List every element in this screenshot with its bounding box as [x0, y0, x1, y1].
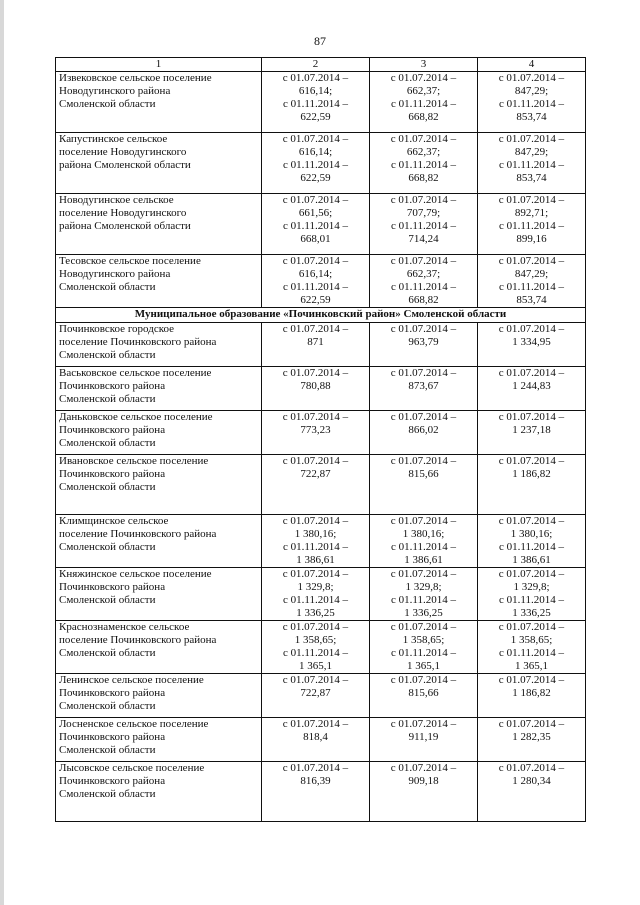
- tariff-line: с 01.11.2014 –: [499, 220, 564, 232]
- settlement-name-line: Починковского района: [59, 687, 166, 699]
- tariff-line: с 01.07.2014 –: [390, 323, 457, 335]
- tariff-line: с 01.07.2014 –: [498, 323, 565, 335]
- tariff-cell-3: [370, 255, 478, 308]
- tariff-line: 847,29;: [514, 146, 549, 158]
- tariff-cell-3: [370, 515, 478, 568]
- tariff-line: с 01.07.2014 –: [390, 621, 457, 633]
- tariff-line: с 01.07.2014 –: [282, 411, 349, 423]
- tariff-line: 616,14;: [298, 146, 333, 158]
- tariff-line: 616,14;: [298, 268, 333, 280]
- tariff-line: 1 329,8;: [297, 581, 334, 593]
- tariff-line: с 01.11.2014 –: [283, 98, 348, 110]
- settlement-name-line: Починковского района: [59, 581, 166, 593]
- settlement-name-cell: [56, 515, 262, 568]
- tariff-cell-2: [262, 568, 370, 621]
- tariff-cell-3: [370, 323, 478, 367]
- tariff-cell-4: [478, 255, 586, 308]
- tariff-line: с 01.11.2014 –: [391, 281, 456, 293]
- tariff-line: с 01.11.2014 –: [283, 647, 348, 659]
- tariff-line: с 01.07.2014 –: [498, 674, 565, 686]
- settlement-name-line: Починковского района: [59, 731, 166, 743]
- settlement-name-line: Смоленской области: [59, 437, 156, 449]
- tariff-cell-2: [262, 674, 370, 718]
- tariff-line: 1 365,1: [299, 660, 332, 672]
- tariff-line: 668,01: [300, 233, 331, 245]
- settlement-name-line: Починковского района: [59, 775, 166, 787]
- section-header-row: [56, 308, 586, 323]
- settlement-name-line: Даньковское сельское поселение: [59, 411, 213, 423]
- tariff-line: с 01.11.2014 –: [499, 541, 564, 553]
- tariff-cell-2: [262, 255, 370, 308]
- tariff-line: с 01.07.2014 –: [282, 568, 349, 580]
- settlement-name-line: Извековское сельское поселение: [59, 72, 212, 84]
- tariff-line: с 01.07.2014 –: [498, 72, 565, 84]
- tariff-line: 1 334,95: [512, 336, 551, 348]
- tariff-table: [55, 57, 586, 822]
- tariff-line: 662,37;: [406, 268, 441, 280]
- tariff-line: с 01.11.2014 –: [283, 159, 348, 171]
- tariff-line: 722,87: [300, 687, 331, 699]
- header-cell-1: 1: [56, 58, 262, 72]
- tariff-cell-4: [478, 194, 586, 255]
- tariff-line: 1 386,61: [512, 554, 551, 566]
- tariff-line: 1 365,1: [515, 660, 548, 672]
- tariff-line: с 01.11.2014 –: [391, 220, 456, 232]
- tariff-line: 714,24: [408, 233, 439, 245]
- tariff-cell-4: [478, 367, 586, 411]
- tariff-line: с 01.07.2014 –: [282, 72, 349, 84]
- tariff-line: с 01.11.2014 –: [499, 159, 564, 171]
- settlement-name-cell: [56, 133, 262, 194]
- settlement-name-line: Смоленской области: [59, 788, 156, 800]
- table-body: [56, 58, 586, 822]
- tariff-cell-4: [478, 718, 586, 762]
- settlement-name-line: Смоленской области: [59, 98, 156, 110]
- tariff-line: 668,82: [408, 111, 439, 123]
- tariff-line: с 01.11.2014 –: [391, 541, 456, 553]
- tariff-cell-2: [262, 367, 370, 411]
- tariff-line: 1 329,8;: [513, 581, 550, 593]
- tariff-cell-3: [370, 133, 478, 194]
- tariff-line: с 01.07.2014 –: [282, 621, 349, 633]
- tariff-line: с 01.07.2014 –: [282, 455, 349, 467]
- settlement-name-cell: [56, 255, 262, 308]
- tariff-line: с 01.07.2014 –: [498, 762, 565, 774]
- tariff-line: 1 244,83: [512, 380, 551, 392]
- settlement-name-line: района Смоленской области: [59, 220, 191, 232]
- tariff-cell-2: [262, 621, 370, 674]
- tariff-line: 1 336,25: [404, 607, 443, 619]
- tariff-line: 909,18: [408, 775, 439, 787]
- tariff-line: с 01.07.2014 –: [498, 133, 565, 145]
- scan-edge: [0, 0, 4, 905]
- settlement-name-line: Смоленской области: [59, 647, 156, 659]
- table-row: [56, 72, 586, 133]
- settlement-name-line: Лосненское сельское поселение: [59, 718, 209, 730]
- tariff-line: 1 358,65;: [510, 634, 553, 646]
- tariff-line: 892,71;: [514, 207, 549, 219]
- tariff-line: с 01.07.2014 –: [498, 515, 565, 527]
- tariff-line: с 01.07.2014 –: [390, 255, 457, 267]
- table-row: [56, 621, 586, 674]
- tariff-cell-4: [478, 762, 586, 822]
- settlement-name-line: Смоленской области: [59, 744, 156, 756]
- tariff-line: 816,39: [300, 775, 331, 787]
- tariff-cell-4: [478, 323, 586, 367]
- tariff-line: с 01.11.2014 –: [283, 281, 348, 293]
- tariff-line: 773,23: [300, 424, 331, 436]
- settlement-name-line: Тесовское сельское поселение: [59, 255, 201, 267]
- settlement-name-line: Новодугинского района: [59, 85, 171, 97]
- tariff-cell-3: [370, 367, 478, 411]
- tariff-line: 1 365,1: [407, 660, 440, 672]
- tariff-cell-3: [370, 762, 478, 822]
- tariff-line: 1 380,16;: [510, 528, 553, 540]
- tariff-line: с 01.11.2014 –: [499, 281, 564, 293]
- settlement-name-line: Капустинское сельское: [59, 133, 168, 145]
- table-row: [56, 367, 586, 411]
- tariff-cell-2: [262, 72, 370, 133]
- table-row: [56, 194, 586, 255]
- tariff-line: с 01.11.2014 –: [283, 594, 348, 606]
- settlement-name-line: Смоленской области: [59, 281, 156, 293]
- settlement-name-line: Починковского района: [59, 380, 166, 392]
- settlement-name-cell: [56, 621, 262, 674]
- tariff-cell-3: [370, 194, 478, 255]
- settlement-name-cell: [56, 72, 262, 133]
- settlement-name-line: поселение Новодугинского: [59, 146, 187, 158]
- tariff-line: с 01.07.2014 –: [498, 411, 565, 423]
- tariff-line: 1 336,25: [296, 607, 335, 619]
- tariff-line: с 01.11.2014 –: [499, 647, 564, 659]
- tariff-line: с 01.07.2014 –: [498, 718, 565, 730]
- settlement-name-line: Починковского района: [59, 424, 166, 436]
- settlement-name-line: Смоленской области: [59, 481, 156, 493]
- tariff-line: 873,67: [408, 380, 439, 392]
- tariff-line: с 01.07.2014 –: [498, 455, 565, 467]
- settlement-name-line: Климщинское сельское: [59, 515, 169, 527]
- settlement-name-cell: [56, 718, 262, 762]
- table-row: [56, 411, 586, 455]
- settlement-name-line: Краснознаменское сельское: [59, 621, 190, 633]
- tariff-cell-2: [262, 133, 370, 194]
- settlement-name-line: Смоленской области: [59, 393, 156, 405]
- tariff-cell-2: [262, 194, 370, 255]
- tariff-line: с 01.11.2014 –: [391, 159, 456, 171]
- settlement-name-line: Лысовское сельское поселение: [59, 762, 205, 774]
- tariff-line: с 01.11.2014 –: [391, 98, 456, 110]
- tariff-line: с 01.11.2014 –: [499, 98, 564, 110]
- tariff-cell-2: [262, 323, 370, 367]
- tariff-cell-2: [262, 762, 370, 822]
- tariff-cell-2: [262, 411, 370, 455]
- tariff-line: 815,66: [408, 468, 439, 480]
- tariff-cell-4: [478, 674, 586, 718]
- tariff-line: с 01.07.2014 –: [282, 718, 349, 730]
- tariff-line: с 01.07.2014 –: [498, 194, 565, 206]
- tariff-cell-3: [370, 72, 478, 133]
- tariff-line: 1 329,8;: [405, 581, 442, 593]
- tariff-line: с 01.11.2014 –: [391, 594, 456, 606]
- tariff-cell-3: [370, 621, 478, 674]
- header-row: [56, 58, 586, 72]
- settlement-name-line: поселение Починковского района: [59, 336, 217, 348]
- tariff-line: 780,88: [300, 380, 331, 392]
- tariff-cell-4: [478, 515, 586, 568]
- tariff-line: 1 280,34: [512, 775, 551, 787]
- tariff-line: 661,56;: [298, 207, 333, 219]
- settlement-name-line: поселение Починковского района: [59, 634, 217, 646]
- tariff-cell-4: [478, 133, 586, 194]
- tariff-line: с 01.07.2014 –: [390, 762, 457, 774]
- tariff-line: с 01.07.2014 –: [390, 674, 457, 686]
- tariff-line: с 01.07.2014 –: [390, 133, 457, 145]
- header-cell-4: 4: [478, 58, 586, 72]
- tariff-line: 899,16: [516, 233, 547, 245]
- settlement-name-line: поселение Починковского района: [59, 528, 217, 540]
- tariff-cell-2: [262, 515, 370, 568]
- tariff-line: с 01.11.2014 –: [283, 220, 348, 232]
- tariff-line: 1 358,65;: [294, 634, 337, 646]
- tariff-line: 1 380,16;: [294, 528, 337, 540]
- tariff-line: 1 186,82: [512, 468, 551, 480]
- tariff-line: с 01.11.2014 –: [283, 541, 348, 553]
- tariff-line: с 01.07.2014 –: [498, 367, 565, 379]
- settlement-name-cell: [56, 568, 262, 621]
- tariff-line: с 01.07.2014 –: [390, 367, 457, 379]
- settlement-name-cell: [56, 194, 262, 255]
- table-row: [56, 323, 586, 367]
- tariff-cell-3: [370, 411, 478, 455]
- tariff-line: с 01.07.2014 –: [498, 255, 565, 267]
- settlement-name-line: Ивановское сельское поселение: [59, 455, 209, 467]
- tariff-line: 722,87: [300, 468, 331, 480]
- tariff-line: 1 336,25: [512, 607, 551, 619]
- tariff-line: с 01.11.2014 –: [499, 594, 564, 606]
- settlement-name-cell: [56, 323, 262, 367]
- tariff-line: 815,66: [408, 687, 439, 699]
- tariff-line: 853,74: [516, 172, 547, 184]
- tariff-line: 871: [307, 336, 324, 348]
- settlement-name-cell: [56, 762, 262, 822]
- tariff-line: с 01.07.2014 –: [282, 674, 349, 686]
- tariff-line: с 01.07.2014 –: [282, 323, 349, 335]
- tariff-line: 911,19: [408, 731, 439, 743]
- settlement-name-line: Починковского района: [59, 468, 166, 480]
- tariff-line: с 01.07.2014 –: [390, 455, 457, 467]
- tariff-cell-2: [262, 455, 370, 515]
- tariff-line: 622,59: [300, 111, 331, 123]
- table-row: [56, 718, 586, 762]
- tariff-line: 662,37;: [406, 146, 441, 158]
- table-row: [56, 455, 586, 515]
- table-row: [56, 515, 586, 568]
- tariff-line: с 01.07.2014 –: [390, 411, 457, 423]
- tariff-line: с 01.07.2014 –: [390, 568, 457, 580]
- tariff-line: 1 237,18: [512, 424, 551, 436]
- tariff-line: 622,59: [300, 294, 331, 306]
- tariff-line: 668,82: [408, 294, 439, 306]
- settlement-name-line: Васьковское сельское поселение: [59, 367, 212, 379]
- settlement-name-line: Новодугинское сельское: [59, 194, 174, 206]
- tariff-cell-4: [478, 455, 586, 515]
- header-cell-2: 2: [262, 58, 370, 72]
- tariff-cell-4: [478, 621, 586, 674]
- tariff-line: 1 358,65;: [402, 634, 445, 646]
- tariff-cell-4: [478, 568, 586, 621]
- settlement-name-cell: [56, 411, 262, 455]
- tariff-line: 847,29;: [514, 268, 549, 280]
- settlement-name-line: Ленинское сельское поселение: [59, 674, 204, 686]
- page-number: 87: [314, 34, 326, 48]
- tariff-line: с 01.07.2014 –: [282, 255, 349, 267]
- tariff-cell-3: [370, 455, 478, 515]
- tariff-line: с 01.07.2014 –: [390, 718, 457, 730]
- section-title: Муниципальное образование «Починковский район» Смоленской области: [56, 308, 586, 323]
- tariff-line: 853,74: [516, 111, 547, 123]
- tariff-cell-3: [370, 568, 478, 621]
- tariff-line: с 01.07.2014 –: [282, 133, 349, 145]
- tariff-line: с 01.07.2014 –: [390, 515, 457, 527]
- settlement-name-line: Смоленской области: [59, 594, 156, 606]
- settlement-name-line: Новодугинского района: [59, 268, 171, 280]
- tariff-line: 668,82: [408, 172, 439, 184]
- settlement-name-line: Княжинское сельское поселение: [59, 568, 212, 580]
- tariff-line: 866,02: [408, 424, 439, 436]
- tariff-line: 622,59: [300, 172, 331, 184]
- tariff-cell-4: [478, 72, 586, 133]
- tariff-line: с 01.07.2014 –: [282, 194, 349, 206]
- table-row: [56, 762, 586, 822]
- settlement-name-line: Починковское городское: [59, 323, 175, 335]
- tariff-line: 616,14;: [298, 85, 333, 97]
- settlement-name-cell: [56, 455, 262, 515]
- tariff-line: 1 386,61: [404, 554, 443, 566]
- tariff-line: с 01.07.2014 –: [282, 762, 349, 774]
- header-cell-3: 3: [370, 58, 478, 72]
- tariff-line: 847,29;: [514, 85, 549, 97]
- settlement-name-line: Смоленской области: [59, 700, 156, 712]
- tariff-line: с 01.11.2014 –: [391, 647, 456, 659]
- tariff-line: 853,74: [516, 294, 547, 306]
- settlement-name-line: Смоленской области: [59, 541, 156, 553]
- tariff-line: с 01.07.2014 –: [498, 568, 565, 580]
- settlement-name-cell: [56, 674, 262, 718]
- tariff-line: с 01.07.2014 –: [282, 367, 349, 379]
- tariff-line: с 01.07.2014 –: [282, 515, 349, 527]
- table-row: [56, 133, 586, 194]
- tariff-line: 1 282,35: [512, 731, 551, 743]
- table-row: [56, 674, 586, 718]
- tariff-line: с 01.07.2014 –: [390, 194, 457, 206]
- tariff-line: 818,4: [303, 731, 328, 743]
- tariff-line: 963,79: [408, 336, 439, 348]
- tariff-line: 1 380,16;: [402, 528, 445, 540]
- tariff-line: с 01.07.2014 –: [498, 621, 565, 633]
- table-row: [56, 255, 586, 308]
- tariff-line: 662,37;: [406, 85, 441, 97]
- settlement-name-cell: [56, 367, 262, 411]
- tariff-cell-3: [370, 718, 478, 762]
- tariff-line: 707,79;: [406, 207, 441, 219]
- settlement-name-line: Смоленской области: [59, 349, 156, 361]
- tariff-line: 1 186,82: [512, 687, 551, 699]
- tariff-cell-3: [370, 674, 478, 718]
- tariff-line: 1 386,61: [296, 554, 335, 566]
- settlement-name-line: поселение Новодугинского: [59, 207, 187, 219]
- settlement-name-line: района Смоленской области: [59, 159, 191, 171]
- table-row: [56, 568, 586, 621]
- tariff-line: с 01.07.2014 –: [390, 72, 457, 84]
- tariff-cell-4: [478, 411, 586, 455]
- tariff-cell-2: [262, 718, 370, 762]
